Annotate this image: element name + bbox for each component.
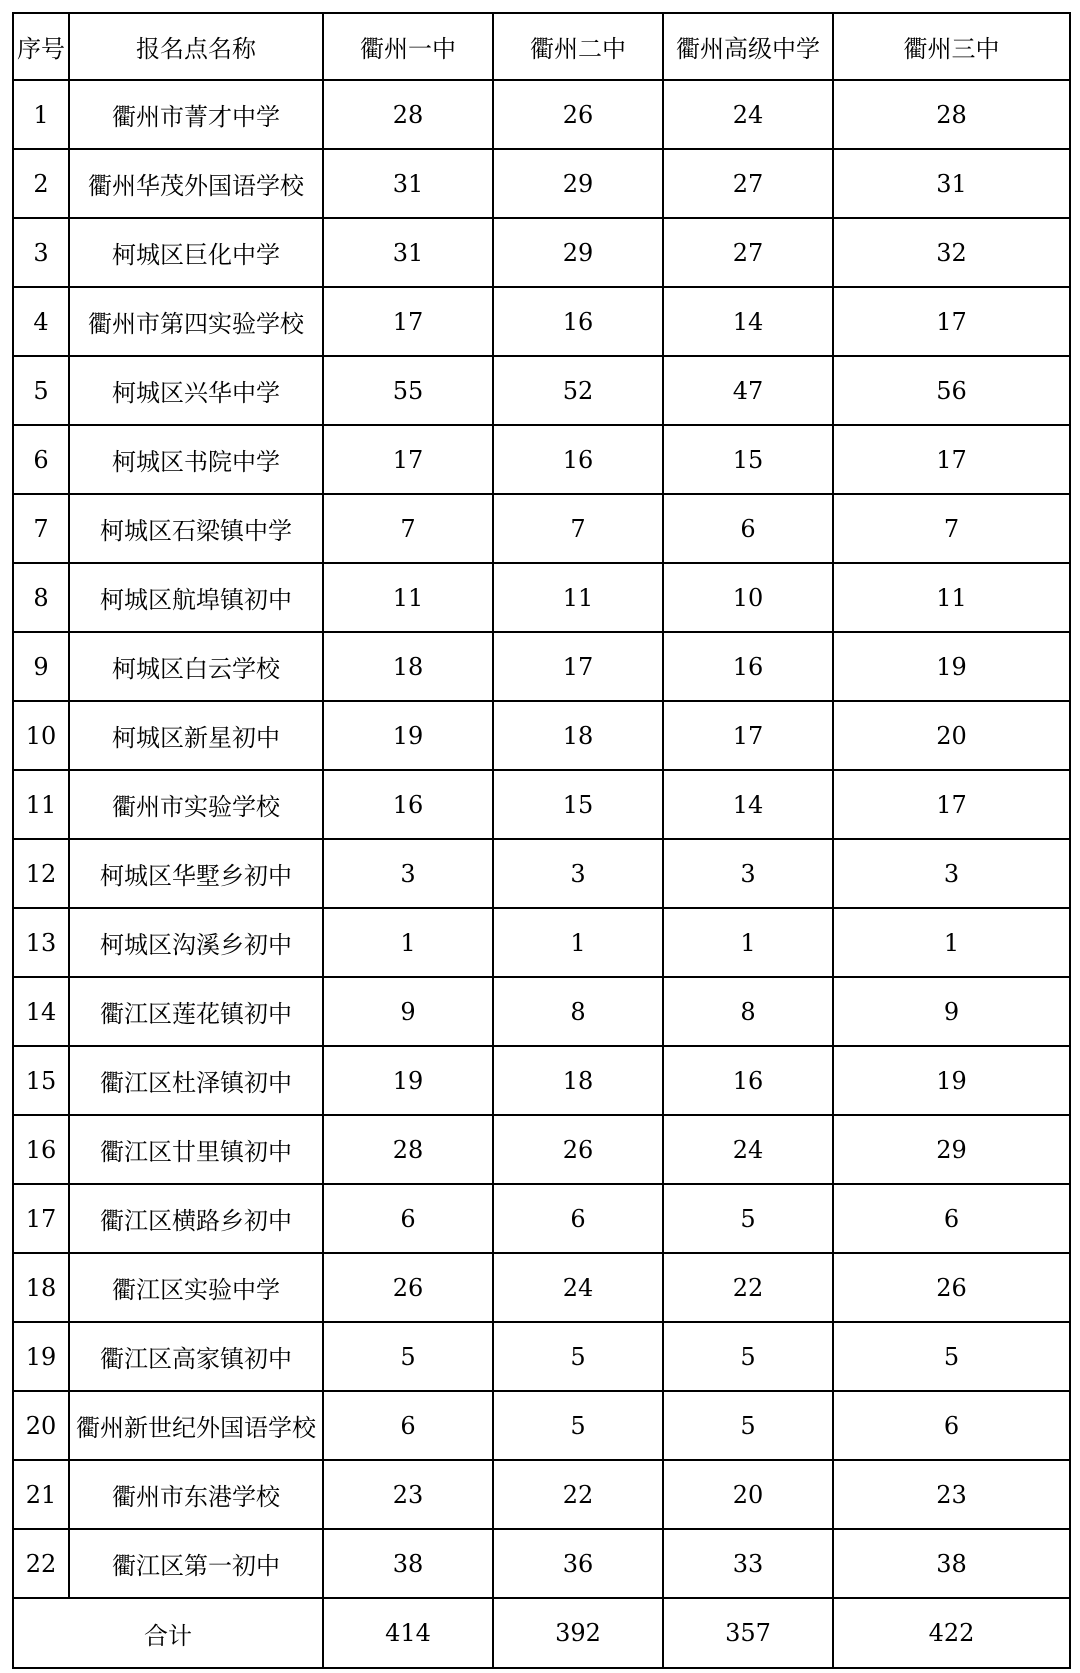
cell-school-3: 27 bbox=[663, 149, 833, 218]
cell-school-1: 11 bbox=[323, 563, 493, 632]
cell-school-2: 17 bbox=[493, 632, 663, 701]
cell-school-2: 29 bbox=[493, 218, 663, 287]
cell-school-4: 29 bbox=[833, 1115, 1070, 1184]
table-footer bbox=[13, 1598, 1070, 1668]
quota-allocation-table bbox=[12, 12, 1071, 1669]
cell-school-2: 36 bbox=[493, 1529, 663, 1598]
cell-school-2: 16 bbox=[493, 287, 663, 356]
cell-school-1: 55 bbox=[323, 356, 493, 425]
table-row bbox=[13, 1391, 1070, 1460]
cell-school-3: 5 bbox=[663, 1184, 833, 1253]
cell-school-1: 26 bbox=[323, 1253, 493, 1322]
cell-school-4: 19 bbox=[833, 1046, 1070, 1115]
cell-seq: 19 bbox=[13, 1322, 69, 1391]
cell-seq: 9 bbox=[13, 632, 69, 701]
table-row bbox=[13, 1184, 1070, 1253]
cell-school-4: 38 bbox=[833, 1529, 1070, 1598]
table-row bbox=[13, 80, 1070, 149]
cell-school-1: 16 bbox=[323, 770, 493, 839]
cell-school-3: 6 bbox=[663, 494, 833, 563]
cell-school-name: 柯城区巨化中学 bbox=[69, 218, 323, 287]
cell-school-1: 1 bbox=[323, 908, 493, 977]
cell-school-2: 6 bbox=[493, 1184, 663, 1253]
table-row bbox=[13, 977, 1070, 1046]
cell-school-4: 9 bbox=[833, 977, 1070, 1046]
table-row bbox=[13, 1460, 1070, 1529]
cell-school-4: 28 bbox=[833, 80, 1070, 149]
cell-school-name: 衢江区杜泽镇初中 bbox=[69, 1046, 323, 1115]
cell-school-2: 5 bbox=[493, 1391, 663, 1460]
cell-seq: 17 bbox=[13, 1184, 69, 1253]
cell-school-2: 8 bbox=[493, 977, 663, 1046]
cell-school-2: 22 bbox=[493, 1460, 663, 1529]
cell-school-3: 47 bbox=[663, 356, 833, 425]
cell-school-4: 17 bbox=[833, 770, 1070, 839]
cell-seq: 11 bbox=[13, 770, 69, 839]
cell-school-3: 5 bbox=[663, 1391, 833, 1460]
cell-school-2: 26 bbox=[493, 80, 663, 149]
cell-school-4: 32 bbox=[833, 218, 1070, 287]
cell-school-4: 1 bbox=[833, 908, 1070, 977]
cell-seq: 3 bbox=[13, 218, 69, 287]
table-row bbox=[13, 149, 1070, 218]
cell-school-name: 衢州市实验学校 bbox=[69, 770, 323, 839]
table-row bbox=[13, 218, 1070, 287]
cell-school-4: 56 bbox=[833, 356, 1070, 425]
header-school-1: 衢州一中 bbox=[323, 13, 493, 80]
cell-school-1: 23 bbox=[323, 1460, 493, 1529]
total-school-1: 414 bbox=[323, 1598, 493, 1668]
cell-school-name: 柯城区石梁镇中学 bbox=[69, 494, 323, 563]
cell-school-3: 5 bbox=[663, 1322, 833, 1391]
cell-school-3: 10 bbox=[663, 563, 833, 632]
cell-school-4: 17 bbox=[833, 287, 1070, 356]
cell-school-2: 18 bbox=[493, 1046, 663, 1115]
total-school-4: 422 bbox=[833, 1598, 1070, 1668]
cell-school-name: 衢州新世纪外国语学校 bbox=[69, 1391, 323, 1460]
cell-school-3: 14 bbox=[663, 287, 833, 356]
cell-school-name: 柯城区兴华中学 bbox=[69, 356, 323, 425]
cell-school-4: 31 bbox=[833, 149, 1070, 218]
cell-seq: 22 bbox=[13, 1529, 69, 1598]
table-row bbox=[13, 1529, 1070, 1598]
cell-school-3: 33 bbox=[663, 1529, 833, 1598]
table-row bbox=[13, 1253, 1070, 1322]
cell-school-2: 1 bbox=[493, 908, 663, 977]
cell-school-2: 29 bbox=[493, 149, 663, 218]
cell-school-4: 19 bbox=[833, 632, 1070, 701]
cell-school-3: 8 bbox=[663, 977, 833, 1046]
cell-school-name: 衢江区莲花镇初中 bbox=[69, 977, 323, 1046]
cell-school-3: 1 bbox=[663, 908, 833, 977]
cell-school-name: 柯城区华墅乡初中 bbox=[69, 839, 323, 908]
cell-school-2: 26 bbox=[493, 1115, 663, 1184]
cell-school-4: 11 bbox=[833, 563, 1070, 632]
cell-school-3: 17 bbox=[663, 701, 833, 770]
cell-school-name: 衢州市第四实验学校 bbox=[69, 287, 323, 356]
cell-seq: 1 bbox=[13, 80, 69, 149]
cell-seq: 7 bbox=[13, 494, 69, 563]
cell-school-3: 20 bbox=[663, 1460, 833, 1529]
cell-school-3: 27 bbox=[663, 218, 833, 287]
table-row bbox=[13, 1115, 1070, 1184]
cell-school-1: 9 bbox=[323, 977, 493, 1046]
cell-school-3: 14 bbox=[663, 770, 833, 839]
cell-school-3: 16 bbox=[663, 1046, 833, 1115]
cell-school-1: 31 bbox=[323, 149, 493, 218]
header-school-3: 衢州高级中学 bbox=[663, 13, 833, 80]
cell-school-4: 6 bbox=[833, 1391, 1070, 1460]
cell-seq: 6 bbox=[13, 425, 69, 494]
cell-school-2: 16 bbox=[493, 425, 663, 494]
table-row bbox=[13, 839, 1070, 908]
header-row bbox=[13, 13, 1070, 80]
cell-seq: 18 bbox=[13, 1253, 69, 1322]
cell-school-name: 柯城区航埠镇初中 bbox=[69, 563, 323, 632]
cell-school-4: 17 bbox=[833, 425, 1070, 494]
cell-seq: 12 bbox=[13, 839, 69, 908]
cell-school-1: 17 bbox=[323, 287, 493, 356]
cell-school-2: 15 bbox=[493, 770, 663, 839]
cell-school-name: 衢江区廿里镇初中 bbox=[69, 1115, 323, 1184]
cell-school-2: 24 bbox=[493, 1253, 663, 1322]
table-row bbox=[13, 1046, 1070, 1115]
table-row bbox=[13, 632, 1070, 701]
cell-school-4: 6 bbox=[833, 1184, 1070, 1253]
cell-school-1: 28 bbox=[323, 80, 493, 149]
table-row bbox=[13, 356, 1070, 425]
cell-school-1: 31 bbox=[323, 218, 493, 287]
header-school-2: 衢州二中 bbox=[493, 13, 663, 80]
cell-school-2: 7 bbox=[493, 494, 663, 563]
cell-school-1: 6 bbox=[323, 1391, 493, 1460]
cell-school-3: 15 bbox=[663, 425, 833, 494]
cell-school-4: 7 bbox=[833, 494, 1070, 563]
table-row bbox=[13, 770, 1070, 839]
cell-school-4: 5 bbox=[833, 1322, 1070, 1391]
cell-school-1: 7 bbox=[323, 494, 493, 563]
cell-school-name: 衢江区横路乡初中 bbox=[69, 1184, 323, 1253]
cell-school-3: 24 bbox=[663, 80, 833, 149]
cell-seq: 20 bbox=[13, 1391, 69, 1460]
cell-seq: 4 bbox=[13, 287, 69, 356]
cell-school-1: 28 bbox=[323, 1115, 493, 1184]
cell-school-2: 3 bbox=[493, 839, 663, 908]
cell-school-2: 5 bbox=[493, 1322, 663, 1391]
cell-school-name: 柯城区书院中学 bbox=[69, 425, 323, 494]
cell-school-1: 17 bbox=[323, 425, 493, 494]
cell-seq: 21 bbox=[13, 1460, 69, 1529]
cell-school-2: 18 bbox=[493, 701, 663, 770]
table-row bbox=[13, 425, 1070, 494]
cell-school-name: 柯城区白云学校 bbox=[69, 632, 323, 701]
table-header bbox=[13, 13, 1070, 80]
cell-school-2: 52 bbox=[493, 356, 663, 425]
cell-school-name: 衢江区实验中学 bbox=[69, 1253, 323, 1322]
cell-school-1: 18 bbox=[323, 632, 493, 701]
table-row bbox=[13, 287, 1070, 356]
header-seq: 序号 bbox=[13, 13, 69, 80]
cell-school-name: 衢州市东港学校 bbox=[69, 1460, 323, 1529]
cell-school-1: 19 bbox=[323, 1046, 493, 1115]
cell-seq: 14 bbox=[13, 977, 69, 1046]
cell-school-name: 柯城区新星初中 bbox=[69, 701, 323, 770]
table-row bbox=[13, 494, 1070, 563]
cell-seq: 16 bbox=[13, 1115, 69, 1184]
total-label: 合计 bbox=[13, 1598, 323, 1668]
cell-seq: 2 bbox=[13, 149, 69, 218]
cell-seq: 13 bbox=[13, 908, 69, 977]
table-row bbox=[13, 563, 1070, 632]
cell-school-2: 11 bbox=[493, 563, 663, 632]
cell-school-4: 20 bbox=[833, 701, 1070, 770]
cell-school-3: 3 bbox=[663, 839, 833, 908]
cell-school-1: 38 bbox=[323, 1529, 493, 1598]
cell-school-1: 3 bbox=[323, 839, 493, 908]
table-row bbox=[13, 1322, 1070, 1391]
cell-school-4: 3 bbox=[833, 839, 1070, 908]
cell-school-name: 衢江区第一初中 bbox=[69, 1529, 323, 1598]
cell-school-3: 16 bbox=[663, 632, 833, 701]
cell-school-name: 柯城区沟溪乡初中 bbox=[69, 908, 323, 977]
cell-school-3: 22 bbox=[663, 1253, 833, 1322]
table-body bbox=[13, 80, 1070, 1598]
header-school-4: 衢州三中 bbox=[833, 13, 1070, 80]
header-school-name: 报名点名称 bbox=[69, 13, 323, 80]
table-row bbox=[13, 908, 1070, 977]
cell-school-1: 5 bbox=[323, 1322, 493, 1391]
cell-school-name: 衢州市菁才中学 bbox=[69, 80, 323, 149]
cell-seq: 10 bbox=[13, 701, 69, 770]
cell-school-1: 6 bbox=[323, 1184, 493, 1253]
cell-school-4: 26 bbox=[833, 1253, 1070, 1322]
cell-school-name: 衢州华茂外国语学校 bbox=[69, 149, 323, 218]
table-row bbox=[13, 701, 1070, 770]
cell-school-3: 24 bbox=[663, 1115, 833, 1184]
cell-seq: 15 bbox=[13, 1046, 69, 1115]
total-school-3: 357 bbox=[663, 1598, 833, 1668]
cell-school-1: 19 bbox=[323, 701, 493, 770]
cell-seq: 5 bbox=[13, 356, 69, 425]
cell-school-4: 23 bbox=[833, 1460, 1070, 1529]
cell-school-name: 衢江区高家镇初中 bbox=[69, 1322, 323, 1391]
cell-seq: 8 bbox=[13, 563, 69, 632]
total-school-2: 392 bbox=[493, 1598, 663, 1668]
total-row bbox=[13, 1598, 1070, 1668]
